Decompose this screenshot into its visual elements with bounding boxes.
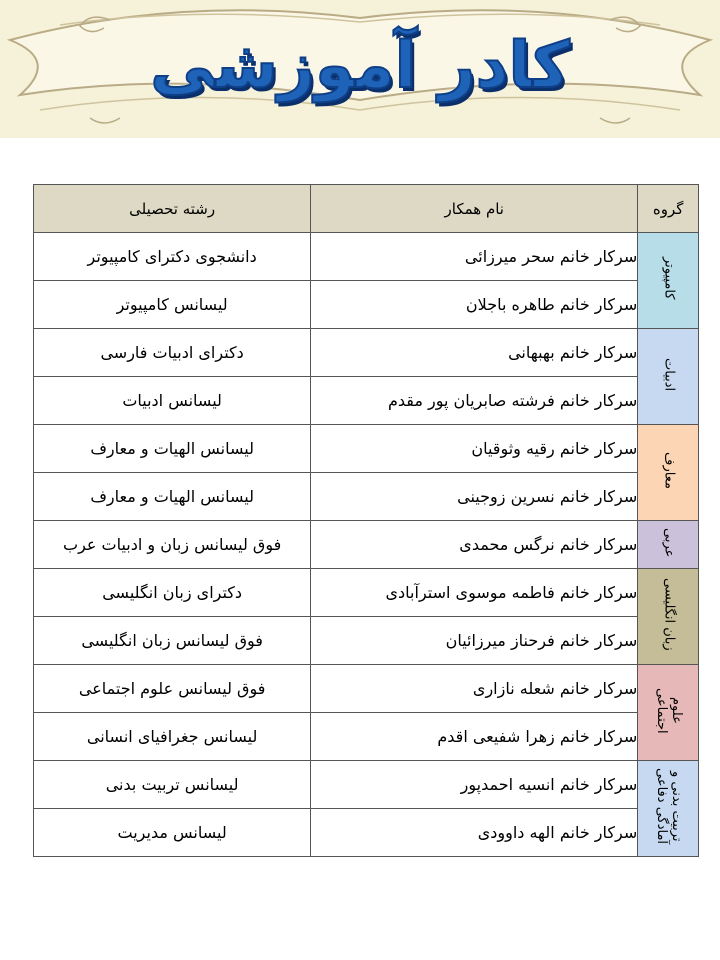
group-cell	[638, 329, 699, 425]
group-label: زبان انگلیسی	[661, 578, 677, 651]
field-of-study: لیسانس الهیات و معارف	[34, 425, 311, 473]
table-row	[34, 281, 699, 329]
field-header: رشته تحصیلی	[34, 185, 311, 233]
colleague-name: سرکار خانم انسیه احمدپور	[311, 761, 638, 809]
group-label: معارف	[661, 452, 677, 489]
group-label: علوم اجتماعی	[654, 687, 685, 734]
field-of-study: لیسانس مدیریت	[34, 809, 311, 857]
field-of-study: فوق لیسانس زبان انگلیسی	[34, 617, 311, 665]
field-of-study: دکترای ادبیات فارسی	[34, 329, 311, 377]
table-row	[34, 617, 699, 665]
field-of-study: دانشجوی دکترای کامپیوتر	[34, 233, 311, 281]
table-row	[34, 713, 699, 761]
table-row	[34, 329, 699, 377]
table-row	[34, 377, 699, 425]
group-header: گروه	[638, 185, 699, 233]
group-cell	[638, 665, 699, 761]
colleague-name: سرکار خانم فرشته صابریان پور مقدم	[311, 377, 638, 425]
name-header: نام همکار	[311, 185, 638, 233]
colleague-name: سرکار خانم الهه داوودی	[311, 809, 638, 857]
field-of-study: لیسانس تربیت بدنی	[34, 761, 311, 809]
field-of-study: فوق لیسانس زبان و ادبیات عرب	[34, 521, 311, 569]
staff-table	[33, 184, 699, 857]
table-row	[34, 521, 699, 569]
table-row	[34, 809, 699, 857]
field-of-study: دکترای زبان انگلیسی	[34, 569, 311, 617]
field-of-study: لیسانس کامپیوتر	[34, 281, 311, 329]
colleague-name: سرکار خانم بهبهانی	[311, 329, 638, 377]
colleague-name: سرکار خانم رقیه وثوقیان	[311, 425, 638, 473]
table-row	[34, 761, 699, 809]
table-row	[34, 473, 699, 521]
group-cell	[638, 425, 699, 521]
field-of-study: لیسانس الهیات و معارف	[34, 473, 311, 521]
field-of-study: لیسانس جغرافیای انسانی	[34, 713, 311, 761]
group-label: کامپیوتر	[661, 257, 677, 300]
group-label: ادبیات	[661, 357, 677, 392]
colleague-name: سرکار خانم فاطمه موسوی استرآبادی	[311, 569, 638, 617]
colleague-name: سرکار خانم سحر میرزائی	[311, 233, 638, 281]
table-row	[34, 425, 699, 473]
group-cell	[638, 761, 699, 857]
colleague-name: سرکار خانم طاهره باجلان	[311, 281, 638, 329]
page-title: کادر آموزشی	[150, 29, 570, 103]
group-label: عربی	[661, 527, 677, 558]
colleague-name: سرکار خانم شعله نازاری	[311, 665, 638, 713]
group-cell	[638, 521, 699, 569]
field-of-study: لیسانس ادبیات	[34, 377, 311, 425]
table-row	[34, 233, 699, 281]
colleague-name: سرکار خانم زهرا شفیعی اقدم	[311, 713, 638, 761]
table-header-row	[34, 185, 699, 233]
title-banner	[0, 0, 720, 138]
colleague-name: سرکار خانم نسرین زوجینی	[311, 473, 638, 521]
group-cell	[638, 569, 699, 665]
colleague-name: سرکار خانم فرحناز میرزائیان	[311, 617, 638, 665]
group-label: تربیت بدنی و آمادگی دفاعی	[654, 768, 685, 845]
table-row	[34, 665, 699, 713]
table-row	[34, 569, 699, 617]
field-of-study: فوق لیسانس علوم اجتماعی	[34, 665, 311, 713]
colleague-name: سرکار خانم نرگس محمدی	[311, 521, 638, 569]
group-cell	[638, 233, 699, 329]
